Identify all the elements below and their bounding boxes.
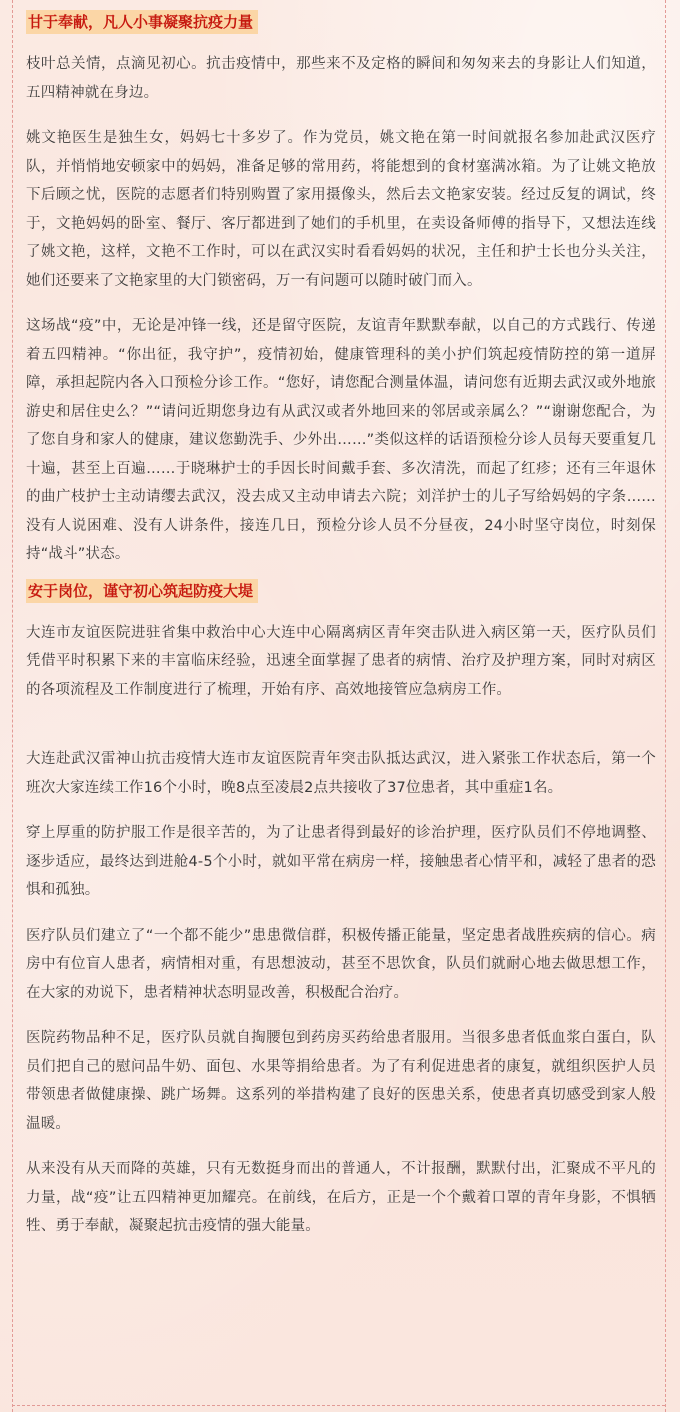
dashed-border-right [665, 0, 666, 1412]
paragraph: 医院药物品种不足，医疗队员就自掏腰包到药房买药给患者服用。当很多患者低血浆白蛋白，队员们把自己的慰问品牛奶、面包、水果等捐给患者。为了有利促进患者的康复，就组织医护人员带领患者做健康操、跳广场舞。这系列的举措构建了良好的医患关系，使患者真切感受到家人般温暖。 [26, 1030, 656, 1132]
paragraph: 这场战“疫”中，无论是冲锋一线，还是留守医院，友谊青年默默奉献，以自己的方式践行、传递着五四精神。“你出征，我守护”，疫情初始，健康管理科的美小护们筑起疫情防控的第一道屏障，承担起院内各入口预检分诊工作。“您好，请您配合测量体温，请问您有近期去武汉或外地旅游史和居住史么？”“请问近期您身边有从武汉或者外地回来的邻居或亲属么？”“谢谢您配合，为了您自身和家人的健康，建议您勤洗手、少外出……”类似这样的话语预检分诊人员每天要重复几十遍，甚至上百遍……于晓琳护士的手因长时间戴手套、多次清洗，而起了红疹；还有三年退休的曲广枝护士主动请缨去武汉，没去成又主动申请去六院；刘洋护士的儿子写给妈妈的字条……没有人说困难、没有人讲条件，接连几日，预检分诊人员不分昼夜，24小时坚守岗位，时刻保持“战斗”状态。 [26, 318, 656, 562]
paragraph: 从来没有从天而降的英雄，只有无数挺身而出的普通人，不计报酬，默默付出，汇聚成不平凡的力量，战“疫”让五四精神更加耀亮。在前线，在后方，正是一个个戴着口罩的青年身影，不惧牺牲、勇于奉献，凝聚起抗击疫情的强大能量。 [26, 1161, 656, 1234]
paragraph: 医疗队员们建立了“一个都不能少”患患微信群，积极传播正能量，坚定患者战胜疾病的信心。病房中有位盲人患者，病情相对重，有思想波动，甚至不思饮食，队员们就耐心地去做思想工作，在大家的劝说下，患者精神状态明显改善，积极配合治疗。 [26, 927, 656, 1001]
section-heading: 安于岗位，谨守初心筑起防疫大堤 [26, 579, 258, 603]
paragraph: 穿上厚重的防护服工作是很辛苦的，为了让患者得到最好的诊治护理，医疗队员们不停地调整、逐步适应，最终达到进舱4-5个小时，就如平常在病房一样，接触患者心情平和，减轻了患者的恐惧和孤独。 [26, 825, 656, 898]
dashed-border-left [12, 0, 13, 1412]
paragraph: 枝叶总关情，点滴见初心。抗击疫情中，那些来不及定格的瞬间和匆匆来去的身影让人们知道，五四精神就在身边。 [26, 56, 656, 101]
article-content [26, 10, 656, 1241]
section-steadfast [26, 579, 656, 1241]
paragraph: 大连市友谊医院进驻省集中救治中心大连中心隔离病区青年突击队进入病区第一天，医疗队员们凭借平时积累下来的丰富临床经验，迅速全面掌握了患者的病情、治疗及护理方案，同时对病区的各项流程及工作制度进行了梳理，开始有序、高效地接管应急病房工作。 [26, 624, 656, 698]
paragraph: 大连赴武汉雷神山抗击疫情大连市友谊医院青年突击队抵达武汉，进入紧张工作状态后，第一个班次大家连续工作16个小时，晚8点至凌晨2点共接收了37位患者，其中重症1名。 [26, 751, 656, 796]
dashed-border-bottom [12, 1405, 665, 1406]
section-heading: 甘于奉献，凡人小事凝聚抗疫力量 [26, 10, 258, 34]
paragraph: 姚文艳医生是独生女，妈妈七十多岁了。作为党员，姚文艳在第一时间就报名参加赴武汉医疗队，并悄悄地安顿家中的妈妈，准备足够的常用药，将能想到的食材塞满冰箱。为了让姚文艳放下后顾之忧，医院的志愿者们特别购置了家用摄像头，然后去文艳家安装。经过反复的调试，终于，文艳妈妈的卧室、餐厅、客厅都进到了她们的手机里，在卖设备师傅的指导下，又想法连线了姚文艳，这样，文艳不工作时，可以在武汉实时看看妈妈的状况，主任和护士长也分头关注，她们还要来了文艳家里的大门锁密码，万一有问题可以随时破门而入。 [26, 130, 656, 289]
section-dedication [26, 10, 656, 569]
